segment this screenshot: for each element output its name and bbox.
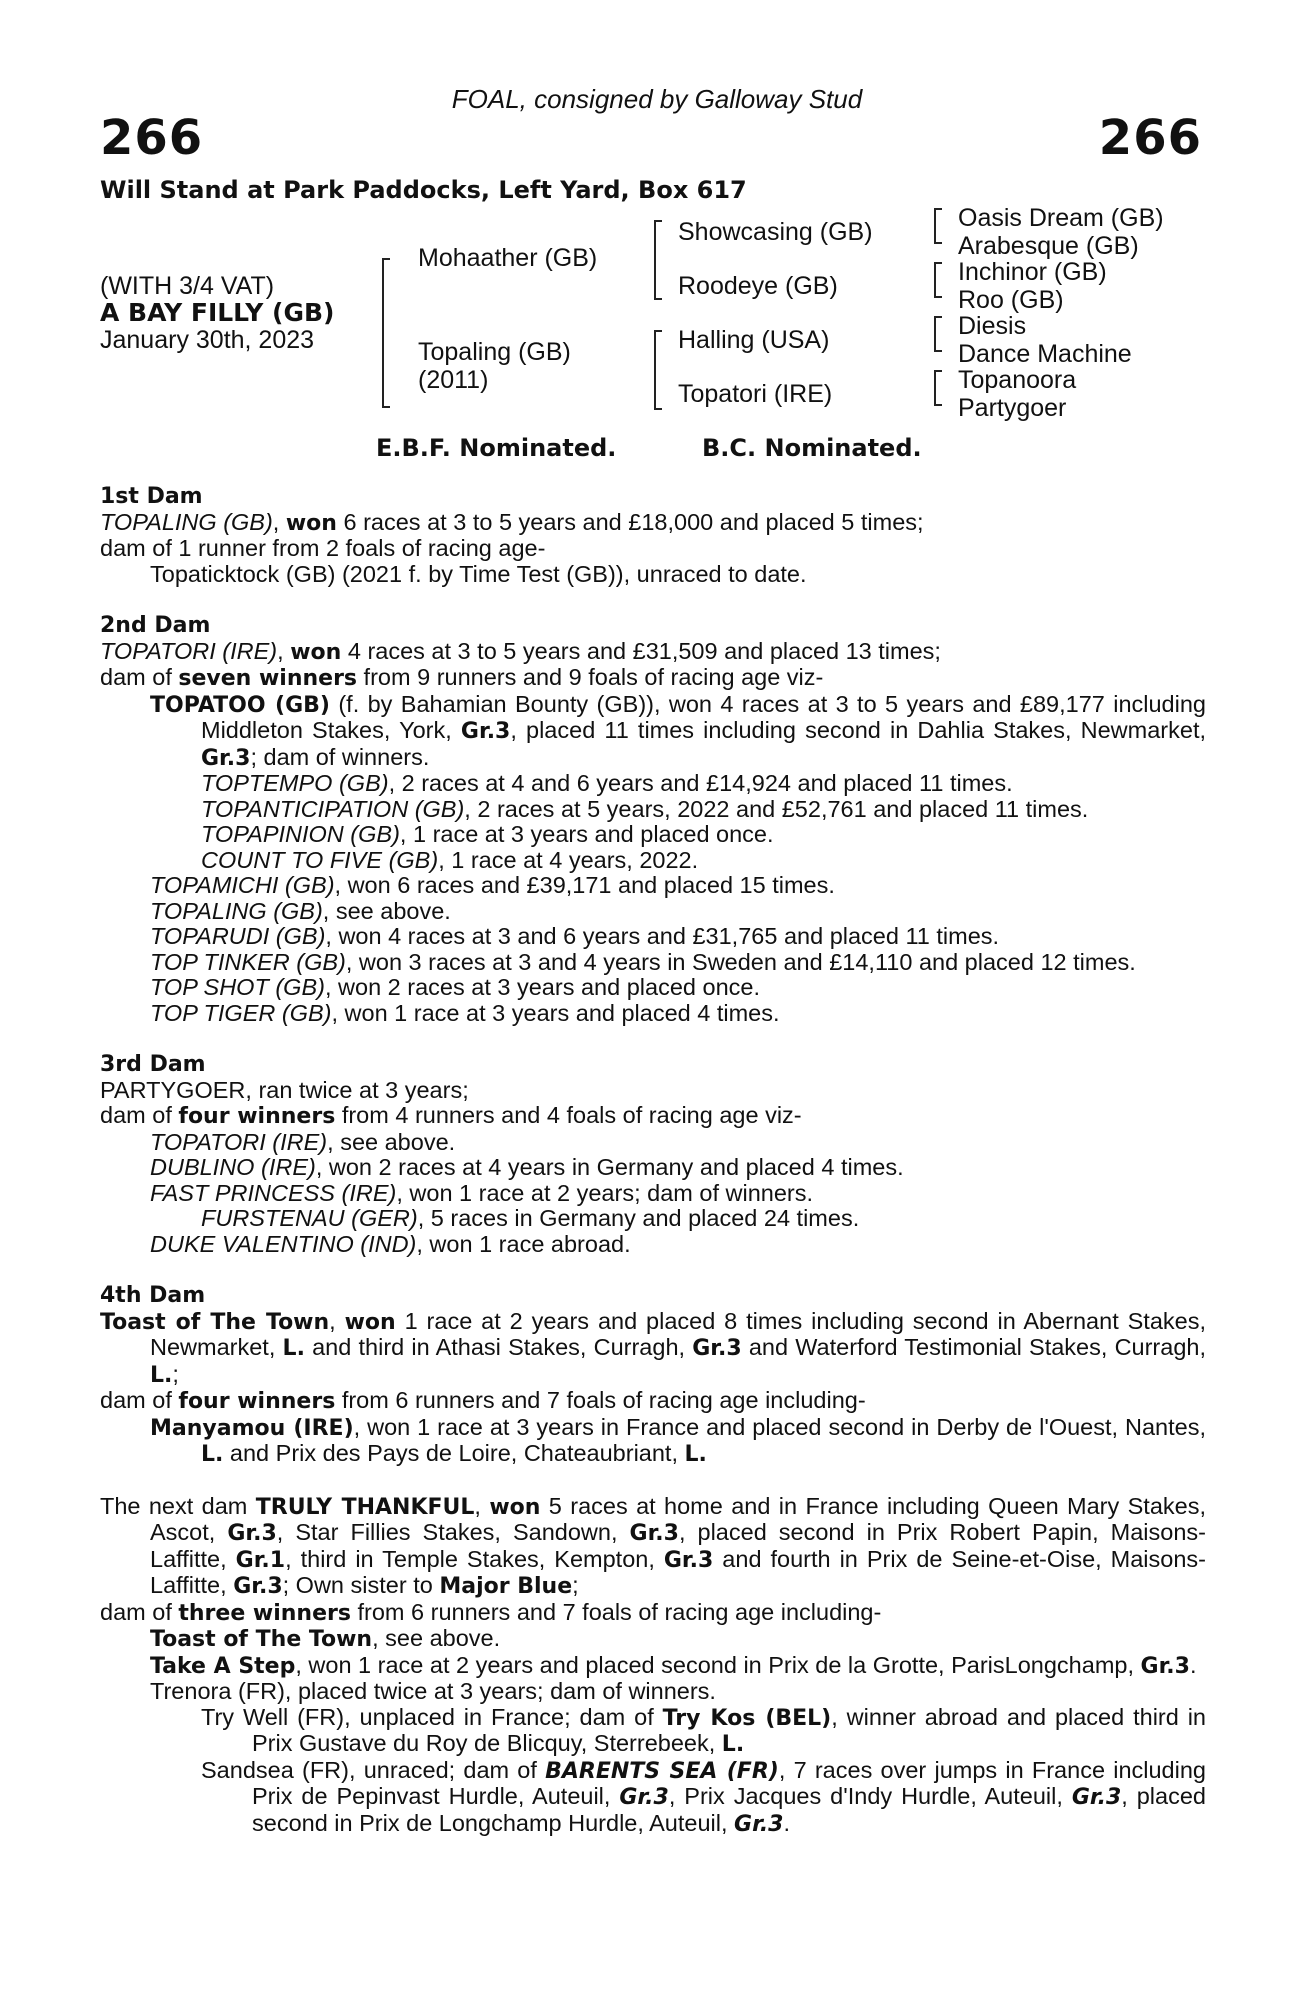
text: , 2 races at 5 years, 2022 and £52,761 and placed 11 times. [464,795,1089,822]
horse-name: TOP TIGER (GB) [150,999,332,1026]
text: ; [172,1360,179,1387]
text: and Waterford Testimonial Stakes, Curragh, [741,1334,1206,1360]
horse-name: BARENTS SEA (FR) [545,1758,779,1784]
winners-count: three winners [178,1600,351,1626]
section-heading: 4th Dam [100,1283,206,1308]
grade-label: Gr.3 [1071,1785,1122,1810]
gen3-6: Dance Machine [958,340,1132,368]
won-label: won [489,1494,541,1520]
horse-name: DUKE VALENTINO (IND) [150,1230,417,1257]
third-dam-section [100,1052,1206,1257]
grade-label: Gr.3 [233,1574,283,1599]
lot-number-right: 266 [1098,110,1202,166]
horse-name: COUNT TO FIVE (GB) [201,846,439,873]
produce-summary [100,665,1206,692]
text: (f. by Bahamian Bounty (GB)), won 4 races at 3 to 5 years and £89,177 including Middleton Stakes, York, [201,690,1206,743]
brace-g3-1 [934,208,936,244]
horse-name: Take A Step [150,1653,296,1679]
grade-label: Gr.3 [201,745,251,771]
dam-record: PARTYGOER, ran twice at 3 years; [100,1076,469,1103]
horse-name: TOPATORI (IRE) [100,637,278,664]
winners-count: four winners [178,1389,336,1414]
produce-entry [100,899,1206,925]
produce-entry [100,1155,1206,1181]
produce-list [100,1130,1206,1207]
text: , placed 11 times including second in Dahlia Stakes, Newmarket, [510,717,1207,743]
fourth-dam-section [100,1283,1206,1468]
text: , placed second in Prix Robert Papin, Maisons-Laffitte, [150,1519,1206,1572]
horse-name: TOPAMICHI (GB) [150,872,335,898]
second-dam-section [100,613,1206,1026]
sire: Mohaather (GB) [418,244,598,272]
text: , Star Fillies Stakes, Sandown, [276,1519,630,1545]
text: dam of [100,1102,179,1128]
horse-name: Try Kos (BEL) [662,1705,832,1731]
text: , won 4 races at 3 and 6 years and £31,765 and placed 11 times. [325,923,1000,949]
text: , 1 race at 4 years, 2022. [438,846,699,873]
text: 5 races at home and in France including Queen Mary Stakes, Ascot, [150,1492,1206,1545]
grade-label: Gr.3 [692,1336,742,1361]
produce-summary [100,1103,1206,1130]
produce-entry: Topaticktock (GB) (2021 f. by Time Test (GB)), unraced to date. [150,560,807,587]
first-dam-section [100,484,1206,587]
section-heading: 2nd Dam [100,613,211,638]
text: dam of [100,1387,179,1413]
horse-name: TOPANTICIPATION (GB) [201,795,465,822]
grand-produce-entry [100,771,1206,797]
text: , 2 races at 4 and 6 years and £14,924 and placed 11 times. [388,770,1013,796]
text: from 6 runners and 7 foals of racing age including- [335,1387,866,1413]
produce-entry [100,950,1206,976]
listed-label: L. [201,1442,224,1467]
produce-entry [100,975,1206,1001]
produce-summary [100,1388,1206,1415]
gen3-1: Oasis Dream (GB) [958,204,1164,232]
dam-record [100,639,1206,666]
text: dam of [100,1598,179,1625]
sire-sire: Showcasing (GB) [678,218,873,246]
brace-g3-2 [934,262,936,298]
text: , [329,1307,345,1334]
grand-produce-entry [100,1705,1206,1758]
consignor-line: FOAL, consigned by Galloway Stud [451,84,863,114]
text: , won 2 races at 3 years and placed once. [324,974,760,1000]
won-label: won [290,639,342,665]
section-heading: 1st Dam [100,484,203,509]
grand-produce-entry [100,1758,1206,1838]
gen3-7: Topanoora [958,366,1077,394]
horse-name: TOPTEMPO (GB) [201,770,389,796]
foaling-date: January 30th, 2023 [100,326,315,354]
text: , Prix Jacques d'Indy Hurdle, Auteuil, [668,1783,1072,1809]
text: , won 6 races and £39,171 and placed 15 times. [334,872,835,898]
produce-entry [100,1232,1206,1258]
subject-name: A BAY FILLY (GB) [100,298,335,327]
text: . [1189,1651,1197,1678]
text: . [783,1809,791,1836]
horse-name: TOPATORI (IRE) [150,1128,328,1155]
text: , placed second in Prix de Longchamp Hurdle, Auteuil, [252,1783,1206,1836]
produce-entry: Trenora (FR), placed twice at 3 years; dam of winners. [150,1678,716,1704]
text: and third in Athasi Stakes, Curragh, [304,1334,693,1360]
brace-sire [654,220,656,300]
grand-produce-list [100,771,1206,873]
produce-list [100,873,1206,1026]
brace-dam [654,330,656,410]
produce-entry [100,1626,1206,1653]
text: , see above. [322,897,451,924]
dam-sire: Halling (USA) [678,326,830,354]
text: , 7 races over jumps in France including Prix de Pepinvast Hurdle, Auteuil, [252,1756,1206,1809]
grade-label: Gr.3 [1140,1653,1190,1679]
dam-record [100,1494,1206,1600]
text: from 9 runners and 9 foals of racing age viz- [357,664,824,690]
horse-name: DUBLINO (IRE) [150,1154,316,1180]
catalogue-body [100,484,1206,1837]
gen3-5: Diesis [958,312,1027,340]
text: , won 2 races at 4 years in Germany and placed 4 times. [315,1154,904,1180]
grand-produce-entry [100,797,1206,823]
lot-number-left: 266 [100,110,204,166]
produce-entry [100,873,1206,899]
text: and Prix des Pays de Loire, Chateaubriant, [223,1440,685,1466]
won-label: won [344,1309,396,1335]
horse-name: TOPARUDI (GB) [150,923,326,949]
section-heading: 3rd Dam [100,1052,206,1077]
horse-name: TOPALING (GB) [100,508,273,535]
produce-entry [100,692,1206,772]
produce-summary: dam of 1 runner from 2 foals of racing age- [100,535,546,561]
grade-label: Gr.3 [734,1811,784,1837]
grand-produce-entry [100,848,1206,874]
text: 1 race at 2 years and placed 8 times including second in Abernant Stakes, Newmarket, [150,1307,1206,1360]
brace-g3-3 [934,316,936,352]
dam-record [100,1309,1206,1389]
dam: Topaling (GB) [418,338,571,366]
text: and fourth in Prix de Seine-et-Oise, Maisons-Laffitte, [150,1545,1206,1598]
text: , won 3 races at 3 and 4 years in Sweden and £14,110 and placed 12 times. [345,948,1136,975]
grade-label: Gr.3 [629,1521,679,1546]
text: , [272,508,286,535]
listed-label: L. [282,1336,305,1361]
grade-label: Gr.3 [460,719,511,744]
text: dam of [100,664,179,690]
text: , won 1 race abroad. [416,1230,631,1257]
gen3-3: Inchinor (GB) [958,258,1107,286]
text: , won 1 race at 2 years and placed second in Prix de la Grotte, ParisLongchamp, [295,1651,1141,1678]
text: 6 races at 3 to 5 years and £18,000 and placed 5 times; [336,508,924,535]
produce-entry [100,1415,1206,1468]
won-label: won [285,510,337,536]
text: , [277,637,291,664]
horse-name: Manyamou (IRE) [150,1415,354,1441]
text: , won 1 race at 2 years; dam of winners. [396,1179,814,1206]
text: , 1 race at 3 years and placed once. [399,821,774,847]
text: , won 1 race at 3 years and placed 4 times. [331,999,780,1026]
listed-label: L. [150,1362,173,1388]
horse-name: Toast of The Town [150,1627,373,1652]
horse-name: TRULY THANKFUL [255,1494,475,1520]
text: ; dam of winners. [250,743,430,770]
text: from 4 runners and 4 foals of racing age viz- [335,1102,802,1128]
produce-entry [100,1181,1206,1207]
grade-label: Gr.3 [619,1785,669,1810]
grade-label: Gr.1 [235,1547,286,1573]
text: , [474,1492,490,1519]
next-dam-section [100,1494,1206,1838]
horse-name: TOPAPINION (GB) [201,821,400,847]
horse-name: TOP TINKER (GB) [150,948,346,975]
gen3-2: Arabesque (GB) [958,232,1139,260]
horse-name: TOPALING (GB) [150,897,323,924]
dam-year: (2011) [418,366,489,394]
text: , see above. [372,1625,501,1651]
produce-entry [100,1653,1206,1680]
text: , 5 races in Germany and placed 24 times. [417,1205,860,1231]
text: The next dam [100,1492,256,1519]
grade-label: Gr.3 [227,1521,277,1546]
listed-label: L. [684,1442,707,1467]
horse-name: Major Blue [439,1574,573,1599]
dam-record [100,510,1206,537]
text: , third in Temple Stakes, Kempton, [285,1545,664,1572]
horse-name: FURSTENAU (GER) [201,1205,418,1231]
vat-note: (WITH 3/4 VAT) [100,272,275,300]
listed-label: L. [721,1732,745,1757]
winners-count: seven winners [178,666,358,691]
produce-entry [100,1001,1206,1027]
horse-name: FAST PRINCESS (IRE) [150,1179,397,1206]
produce-summary [100,1600,1206,1627]
produce-entry [100,1130,1206,1156]
grand-produce-entry [100,1206,1206,1232]
produce-entry [100,924,1206,950]
grade-label: Gr.3 [663,1547,714,1573]
ebf-nominated: E.B.F. Nominated. [376,434,617,462]
gen3-4: Roo (GB) [958,286,1064,314]
text: ; [572,1572,579,1598]
bc-nominated: B.C. Nominated. [702,434,922,462]
horse-name: TOPATOO (GB) [150,692,330,718]
text: , won 1 race at 3 years in France and placed second in Derby de l'Ouest, Nantes, [353,1413,1206,1440]
grand-produce-entry [100,822,1206,848]
text: Sandsea (FR), unraced; dam of [201,1756,546,1783]
horse-name: Toast of The Town [100,1309,330,1335]
text: 4 races at 3 to 5 years and £31,509 and placed 13 times; [341,637,941,664]
text: ; Own sister to [282,1572,440,1598]
sire-dam: Roodeye (GB) [678,272,838,300]
winners-count: four winners [178,1104,336,1129]
text: Try Well (FR), unplaced in France; dam of [201,1703,663,1730]
gen3-8: Partygoer [958,394,1067,422]
brace-gen1 [382,258,384,408]
horse-name: TOP SHOT (GB) [150,974,325,1000]
brace-g3-4 [934,370,936,406]
text: , see above. [327,1128,456,1155]
stand-location: Will Stand at Park Paddocks, Left Yard, Box 617 [100,176,747,204]
text: from 6 runners and 7 foals of racing age including- [350,1598,882,1625]
text: , winner abroad and placed third in Prix Gustave du Roy de Blicquy, Sterrebeek, [252,1703,1206,1756]
dam-dam: Topatori (IRE) [678,380,833,408]
